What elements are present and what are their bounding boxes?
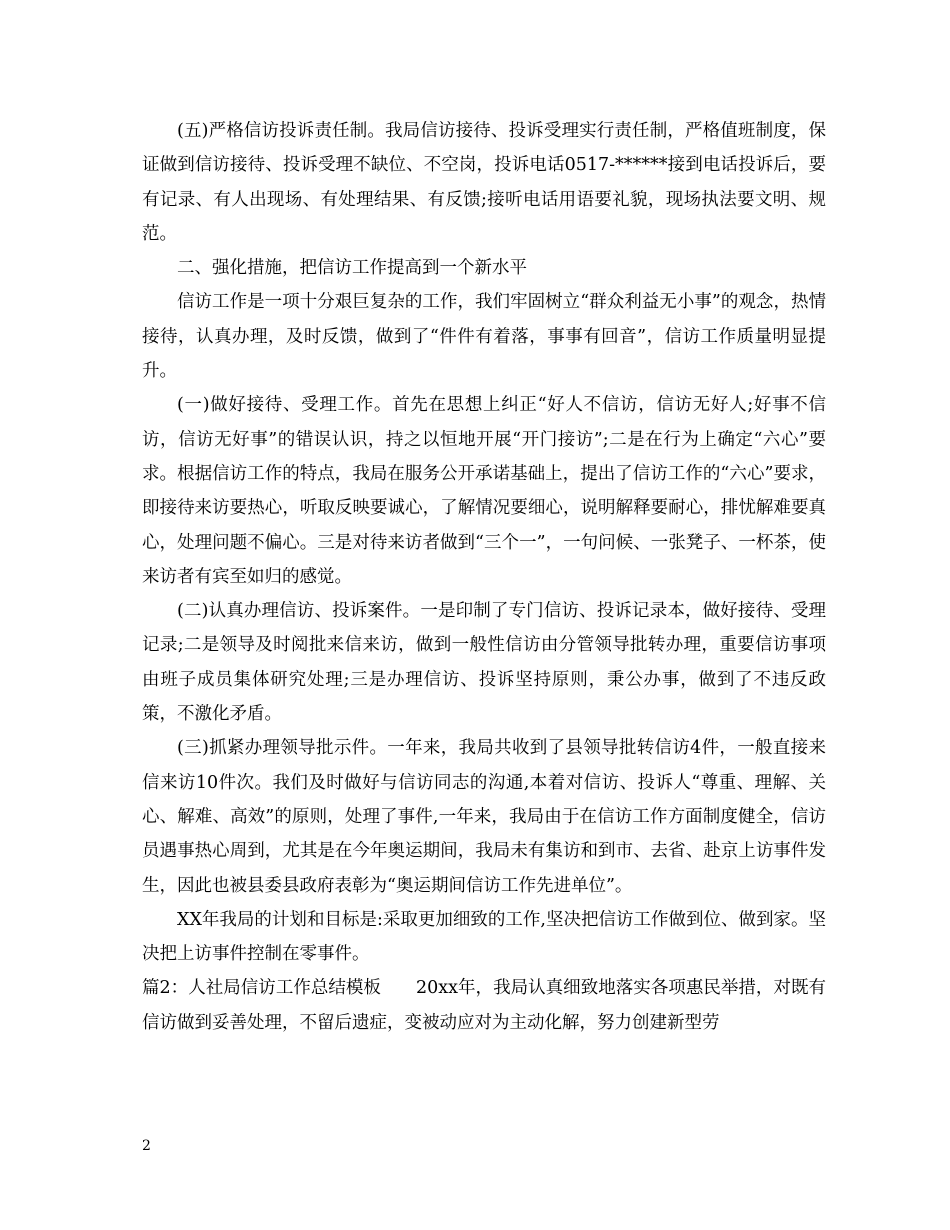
section-heading-measures: 二、强化措施，把信访工作提高到一个新水平	[177, 258, 527, 279]
paragraph-reception-work: (一)做好接待、受理工作。首先在思想上纠正“好人不信访，信访无好人;好事不信访，信访无好事”的错误认识，持之以恒地开展“开门接访”;二是在行为上确定“六心”要求。根据信访工作的特点，我局在服务公开承诺基础上，提出了信访工作的“六心”要求，即接待来访要热心，听取反映要诚心，了解情况要细心，说明解释要耐心，排忧解难要真心，处理问题不偏心。三是对待来访者做到“三个一”，一句问候、一张凳子、一杯茶，使来访者有宾至如归的感觉。	[142, 395, 826, 587]
paragraph-responsibility-system: (五)严格信访投诉责任制。我局信访接待、投诉受理实行责任制，严格值班制度，保证做到信访接待、投诉受理不缺位、不空岗，投诉电话0517-******接到电话投诉后，要有记录、有人出现场、有处理结果、有反馈;接听电话用语要礼貌，现场执法要文明、规范。	[142, 121, 826, 244]
paragraph-leader-instructions: (三)抓紧办理领导批示件。一年来，我局共收到了县领导批转信访4件，一般直接来信来访10件次。我们及时做好与信访同志的沟通,本着对信访、投诉人“尊重、理解、关心、解难、高效”的原则，处理了事件,一年来，我局由于在信访工作方面制度健全，信访员遇事热心周到，尤其是在今年奥运期间，我局未有集访和到市、去省、赴京上访事件发生，因此也被县委县政府表彰为“奥运期间信访工作先进单位”。	[142, 738, 826, 896]
paragraph-plan-goals: XX年我局的计划和目标是:采取更加细致的工作,坚决把信访工作做到位、做到家。坚决把上访事件控制在零事件。	[142, 909, 826, 965]
paragraph-case-handling: (二)认真办理信访、投诉案件。一是印制了专门信访、投诉记录本，做好接待、受理记录;二是领导及时阅批来信来访，做到一般性信访由分管领导批转办理，重要信访事项由班子成员集体研究处理;三是办理信访、投诉坚持原则，秉公办事，做到了不违反政策，不激化矛盾。	[142, 601, 826, 725]
page-number: 2	[142, 1138, 151, 1154]
paragraph-petition-intro: 信访工作是一项十分艰巨复杂的工作，我们牢固树立“群众利益无小事”的观念，热情接待，认真办理，及时反馈，做到了“件件有着落，事事有回音”，信访工作质量明显提升。	[142, 292, 826, 382]
paragraph-article-two: 篇2：人社局信访工作总结模板 20xx年，我局认真细致地落实各项惠民举措，对既有信访做到妥善处理，不留后遗症，变被动应对为主动化解，努力创建新型劳	[142, 978, 826, 1033]
document-body	[142, 114, 826, 1040]
